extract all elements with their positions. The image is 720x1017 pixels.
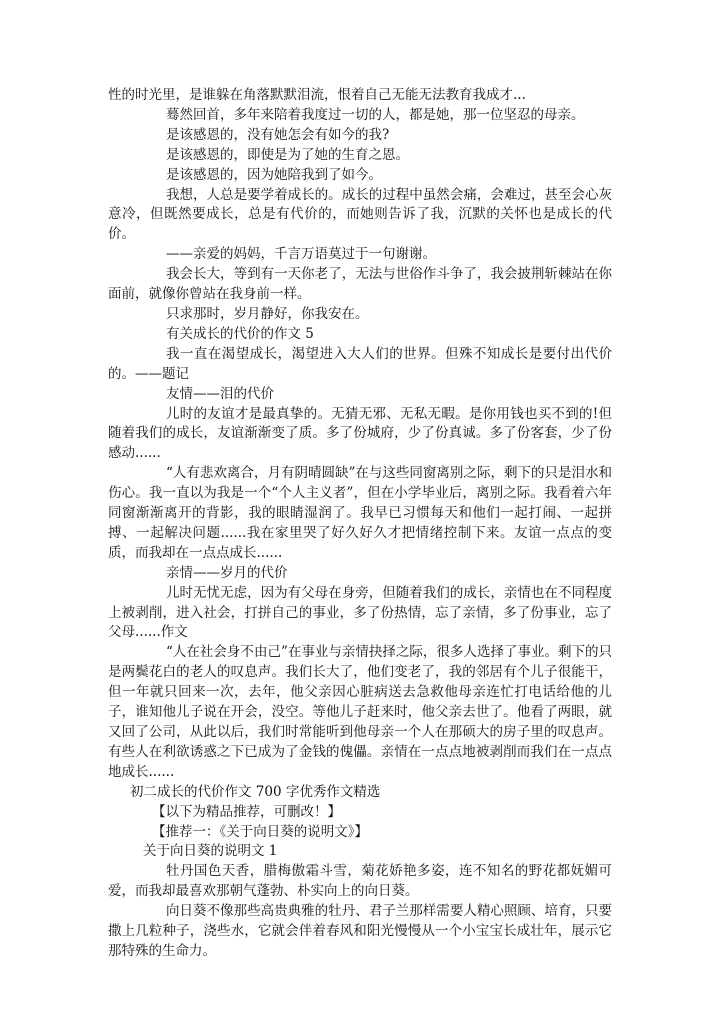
paragraph: 只求那时，岁月静好，你我安在。	[166, 305, 369, 322]
paragraph: 是该感恩的，因为她陪我到了如今。	[166, 166, 382, 183]
section-heading: 关于向日葵的说明文 1	[143, 843, 278, 860]
recommend-title: 【推荐一：《关于向日葵的说明文》】	[152, 823, 368, 840]
document-body	[108, 86, 612, 962]
paragraph: 是该感恩的，即使是为了她的生育之恩。	[166, 146, 409, 163]
subheading: 友情——泪的代价	[166, 385, 274, 402]
paragraph: 是该感恩的，没有她怎会有如今的我?	[166, 126, 390, 143]
paragraph: “人在社会身不由己”在事业与亲情抉择之际，很多人选择了事业。剩下的只是两鬓花白的老人的叹息声。我们长大了，他们变老了，我的邻居有个儿子很能干，但一年就只回来一次，去年，他父亲因心脏病送去急救他母亲连忙打电话给他的儿子，谁知他儿子说在开会，没空。等他儿子赶来时，他父亲去世了。他看了两眼，就又回了公司，从此以后，我们时常能听到他母亲一个人在那硕大的房子里的叹息声。有些人在利欲诱惑之下已成为了金钱的傀儡。亲情在一点点地被剥削而我们在一点点地成长......	[108, 644, 612, 780]
section-heading: 初二成长的代价作文 700 字优秀作文精选	[130, 783, 381, 800]
paragraph: 儿时的友谊才是最真挚的。无猜无邪、无私无暇。是你用钱也买不到的!但随着我们的成长，友谊渐渐变了质。多了份城府，少了份真诚。多了份客套，少了份感动......	[108, 405, 612, 462]
paragraph: 蓦然回首，多年来陪着我度过一切的人，都是她，那一位坚忍的母亲。	[166, 106, 585, 123]
paragraph: 我会长大，等到有一天你老了，无法与世俗作斗争了，我会披荆斩棘站在你面前，就像你曾站在我身前一样。	[108, 266, 612, 303]
section-heading: 有关成长的代价的作文 5	[166, 325, 314, 342]
paragraph: 我一直在渴望成长，渴望进入大人们的世界。但殊不知成长是要付出代价的。——题记	[108, 345, 612, 382]
paragraph: ——亲爱的妈妈，千言万语莫过于一句谢谢。	[166, 246, 436, 263]
recommend-note: 【以下为精品推荐，可删改！】	[152, 803, 341, 820]
paragraph: “人有悲欢离合，月有阴晴圆缺”在与这些同窗离别之际，剩下的只是泪水和伤心。我一直以为我是一个“个人主义者”，但在小学毕业后，离别之际。我看着六年同窗渐渐离开的背影，我的眼睛湿润了。我早已习惯每天和他们一起打闹、一起拼搏、一起解决问题......我在家里哭了好久好久才把情绪控制下来。友谊一点点的变质，而我却在一点点成长......	[108, 465, 612, 561]
paragraph: 我想，人总是要学着成长的。成长的过程中虽然会痛，会难过，甚至会心灰意冷，但既然要成长，总是有代价的，而她则告诉了我，沉默的关怀也是成长的代价。	[108, 186, 612, 243]
paragraph: 牡丹国色天香，腊梅傲霜斗雪，菊花娇艳多姿，连不知名的野花都妩媚可爱，而我却最喜欢那朝气蓬勃、朴实向上的向日葵。	[108, 863, 612, 900]
paragraph: 儿时无忧无虑，因为有父母在身旁，但随着我们的成长，亲情也在不同程度上被剥削，进入社会，打拼自己的事业，多了份热情，忘了亲情，多了份事业，忘了父母......作文	[108, 584, 612, 641]
paragraph: 性的时光里，是谁躲在角落默默泪流，恨着自己无能无法教育我成才...	[108, 87, 526, 103]
paragraph: 向日葵不像那些高贵典雅的牡丹、君子兰那样需要人精心照顾、培育，只要撒上几粒种子，浇些水，它就会伴着春风和阳光慢慢从一个小宝宝长成壮年，展示它那特殊的生命力。	[108, 903, 612, 959]
subheading: 亲情——岁月的代价	[166, 564, 288, 581]
